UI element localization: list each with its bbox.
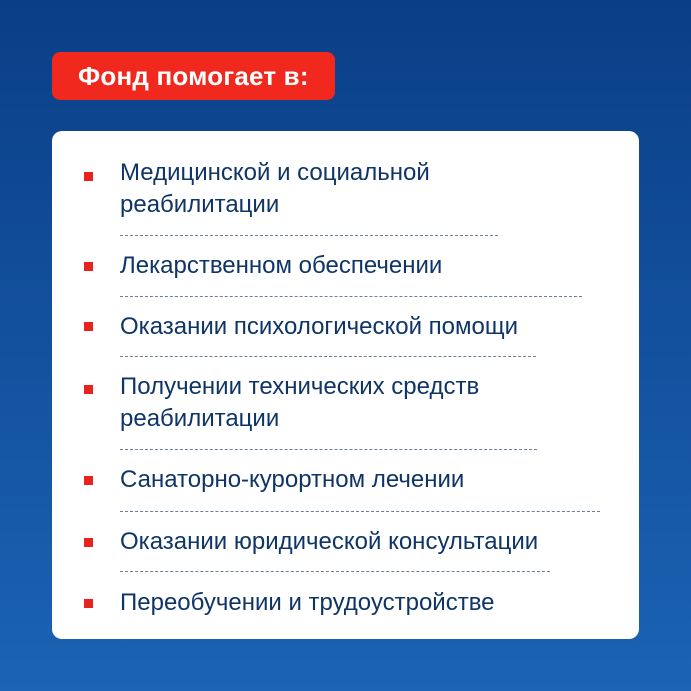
list-item bbox=[120, 464, 630, 496]
bullet-icon bbox=[84, 538, 93, 547]
list-item-line: Санаторно-курортном лечении bbox=[120, 466, 465, 493]
title-badge bbox=[52, 52, 335, 100]
list-item-line: реабилитации bbox=[120, 191, 280, 218]
divider bbox=[120, 571, 550, 572]
divider bbox=[120, 296, 582, 297]
help-list-card bbox=[52, 131, 639, 639]
bullet-icon bbox=[84, 476, 93, 485]
divider bbox=[120, 511, 600, 512]
list-item bbox=[120, 526, 630, 558]
list-item-line: Оказании психологической помощи bbox=[120, 313, 518, 340]
list-item-line: Медицинской и социальной bbox=[120, 159, 430, 186]
list-item-line: Лекарственном обеспечении bbox=[120, 252, 443, 279]
list-item-line: Переобучении и трудоустройстве bbox=[120, 589, 495, 616]
bullet-icon bbox=[84, 172, 93, 181]
divider bbox=[120, 449, 537, 450]
bullet-icon bbox=[84, 262, 93, 271]
page-title: Фонд помогает в: bbox=[78, 60, 309, 91]
list-item-line: Оказании юридической консультации bbox=[120, 528, 539, 555]
list-item bbox=[120, 250, 630, 282]
list-item bbox=[120, 157, 630, 221]
list-item-line: реабилитации bbox=[120, 405, 280, 432]
bullet-icon bbox=[84, 385, 93, 394]
bullet-icon bbox=[84, 322, 93, 331]
list-item bbox=[120, 587, 630, 619]
divider bbox=[120, 235, 498, 236]
list-item bbox=[120, 311, 630, 343]
divider bbox=[120, 356, 536, 357]
list-item-line: Получении технических средств bbox=[120, 373, 480, 400]
bullet-icon bbox=[84, 599, 93, 608]
list-item bbox=[120, 371, 630, 435]
